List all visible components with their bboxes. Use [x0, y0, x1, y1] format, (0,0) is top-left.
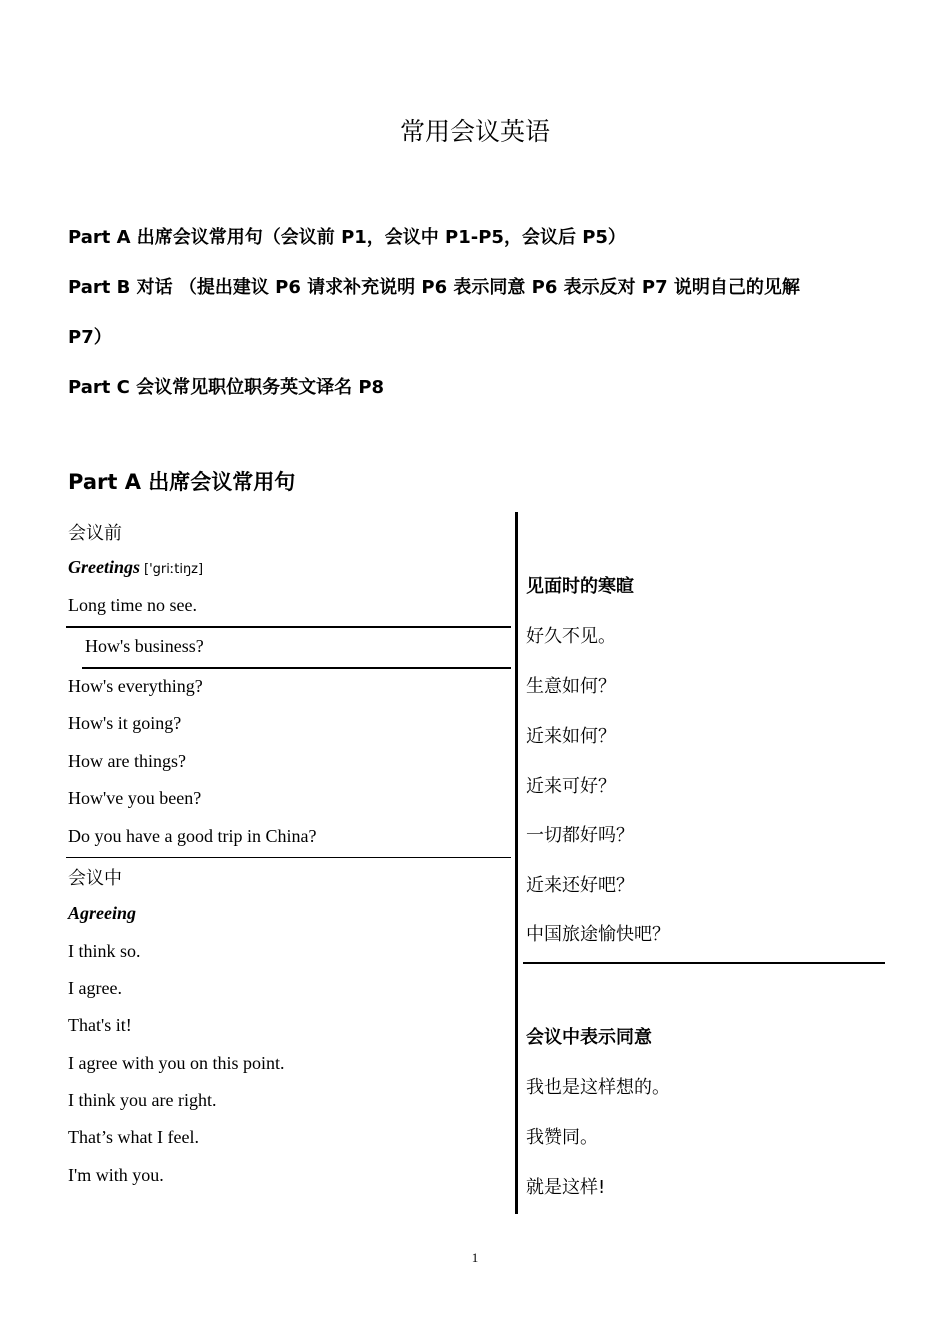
agreeing-heading: Agreeing: [68, 903, 137, 923]
agreeing-line: That’s what I feel.: [68, 1127, 199, 1147]
before-meeting-label: 会议前: [68, 523, 122, 544]
toc-part-b: Part B 对话 （提出建议 P6 请求补充说明 P6 表示同意 P6 表示反对 P7 说明自己的见解: [68, 277, 800, 298]
greetings-heading: [68, 557, 203, 578]
during-meeting-label: 会议中: [68, 868, 122, 889]
greeting-translation: 近来可好？: [526, 776, 616, 797]
row-rule: [66, 626, 511, 628]
greeting-line: Long time no see.: [68, 595, 197, 615]
greeting-line: How are things?: [68, 751, 186, 771]
agreeing-translation: 我赞同。: [526, 1127, 598, 1148]
section-title: Part A 出席会议常用句: [68, 470, 296, 494]
agreeing-translation: 就是这样!: [526, 1177, 606, 1198]
greeting-line: How's everything?: [68, 676, 203, 696]
greetings-heading-text: Greetings: [68, 557, 140, 577]
greeting-line: How's business?: [85, 636, 204, 656]
page-number: 1: [471, 1250, 479, 1265]
row-rule: [82, 667, 511, 669]
toc-part-b-continued: P7）: [68, 327, 112, 348]
agreeing-line: I think so.: [68, 941, 141, 961]
agreeing-line: That's it!: [68, 1015, 132, 1035]
toc-part-a: Part A 出席会议常用句（会议前 P1，会议中 P1-P5，会议后 P5）: [68, 227, 626, 248]
greeting-translation: 一切都好吗？: [526, 825, 634, 846]
greetings-heading-zh: 见面时的寒暄: [526, 576, 634, 597]
greeting-translation: 近来如何？: [526, 726, 616, 747]
agreeing-line: I agree with you on this point.: [68, 1053, 285, 1073]
greeting-translation: 生意如何？: [526, 676, 616, 697]
greeting-line: Do you have a good trip in China?: [68, 826, 317, 846]
greetings-phonetic: ['griːtiŋz]: [144, 562, 204, 577]
greeting-line: How's it going?: [68, 713, 182, 733]
page-title: 常用会议英语: [399, 117, 550, 146]
agreeing-line: I'm with you.: [68, 1165, 164, 1185]
agreeing-translation: 我也是这样想的。: [526, 1077, 670, 1098]
column-divider: [515, 512, 518, 1214]
greeting-translation: 中国旅途愉快吧？: [526, 924, 670, 945]
agreeing-line: I think you are right.: [68, 1090, 217, 1110]
greeting-translation: 好久不见。: [526, 626, 616, 647]
row-rule: [523, 962, 885, 964]
greeting-translation: 近来还好吧？: [526, 875, 634, 896]
greeting-line: How've you been?: [68, 788, 202, 808]
agreeing-line: I agree.: [68, 978, 122, 998]
agreeing-heading-zh: 会议中表示同意: [526, 1027, 652, 1048]
row-rule: [66, 857, 511, 858]
toc-part-c: Part C 会议常见职位职务英文译名 P8: [68, 377, 385, 398]
